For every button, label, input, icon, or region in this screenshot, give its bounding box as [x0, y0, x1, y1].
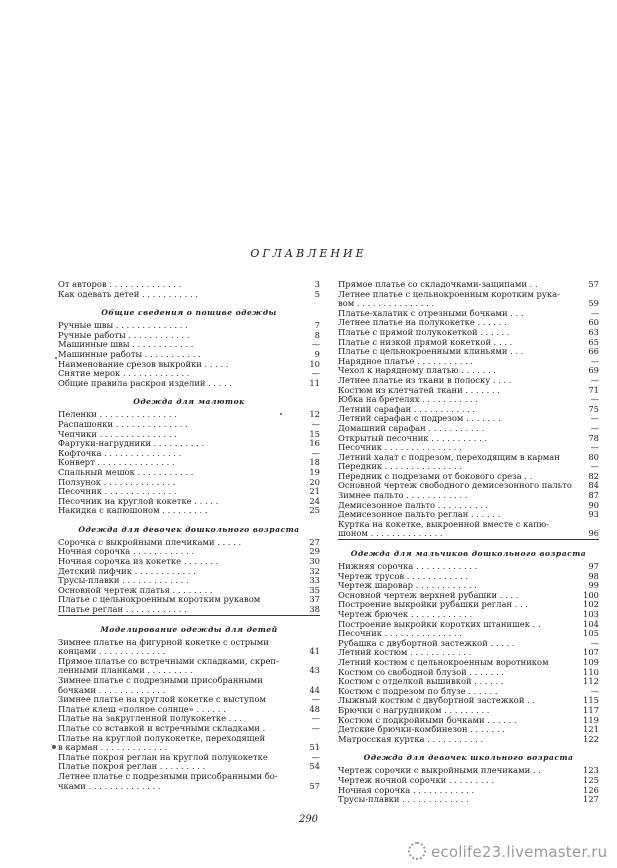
toc-entry-title: Платье с цельнокроенными клиньями . . . — [338, 346, 524, 357]
print-speck — [55, 357, 57, 359]
print-speck — [280, 413, 282, 415]
toc-entry-page: — — [590, 374, 599, 385]
toc-entry-title: Общие правила раскроя изделий . . . . . — [58, 377, 233, 388]
toc-entry-title: Зимнее пальто . . . . . . . . . . . . — [338, 490, 468, 501]
toc-entry-page: 35 — [309, 584, 320, 595]
toc-entry[interactable] — [338, 529, 599, 540]
toc-entry-title: От авторов . . . . . . . . . . . . . . — [58, 279, 182, 289]
toc-entry-page: 27 — [309, 536, 320, 547]
toc-entry-page: 123 — [583, 765, 599, 776]
toc-entry[interactable] — [58, 605, 320, 616]
toc-entry-page: 32 — [309, 565, 320, 576]
toc-entry-page: 7 — [314, 320, 320, 331]
toc-entry-page: 99 — [588, 580, 599, 591]
toc-entry-page: 84 — [588, 480, 599, 491]
toc-entry-page: 25 — [309, 505, 320, 516]
toc-entry-page: 30 — [309, 556, 320, 567]
watermark — [408, 842, 607, 861]
toc-entry-title: чками . . . . . . . . . . . . . . — [58, 780, 161, 791]
toc-entry-title: Машинные швы . . . . . . . . . . . . — [58, 339, 194, 350]
toc-entry-title: Конверт . . . . . . . . . . . . . . . — [58, 457, 175, 468]
toc-entry-page: 8 — [314, 329, 320, 340]
toc-entry-title: Платье с низкой прямой кокеткой . . . . — [338, 336, 513, 347]
toc-entry-page: 9 — [314, 348, 320, 359]
toc-entry-page: — — [311, 751, 320, 762]
toc-entry[interactable] — [58, 506, 320, 516]
toc-entry-title: Чертеж шаровар . . . . . . . . . . . . — [338, 580, 477, 591]
toc-entry-title: Нижняя сорочка . . . . . . . . . . . . — [338, 561, 478, 572]
toc-entry-page: — — [590, 413, 599, 424]
toc-entry-title: Рубашка с двубортной застежкой . . . . . — [338, 637, 515, 648]
toc-entry[interactable] — [58, 379, 320, 389]
toc-entry-page: 66 — [588, 346, 599, 357]
toc-left-column — [58, 280, 320, 791]
toc-entry-title: Песочник на круглой кокетке . . . . . — [58, 495, 219, 506]
toc-entry-page: — — [590, 442, 599, 453]
toc-entry-title: Сорочка с выкройными плечиками . . . . . — [58, 536, 242, 547]
toc-entry-title: Как одевать детей . . . . . . . . . . . — [58, 288, 198, 299]
toc-entry-title: Ползунок . . . . . . . . . . . . . . — [58, 476, 176, 487]
toc-entry-title: Платье-халатик с отрезными бочками . . . — [338, 307, 524, 318]
section-heading: Одежда для девочек дошкольного возраста — [78, 524, 300, 534]
toc-entry-page: 24 — [309, 495, 320, 506]
toc-entry-title: Трусы-плавки . . . . . . . . . . . . . — [58, 575, 189, 586]
toc-entry-page: 103 — [583, 609, 599, 619]
toc-entry-page: 75 — [588, 403, 599, 414]
toc-entry-page: 87 — [588, 490, 599, 501]
toc-entry-page: 117 — [583, 704, 599, 715]
toc-entry-title: Платье клеш «полное солнце» . . . . . . — [58, 703, 226, 714]
toc-entry-page: 11 — [309, 377, 320, 388]
toc-entry-page: 78 — [588, 432, 599, 443]
toc-entry-title: Передник . . . . . . . . . . . . . . . — [338, 461, 462, 472]
toc-entry-title: Костюм из клетчатей ткани . . . . . . . — [338, 384, 500, 395]
print-speck — [52, 745, 56, 749]
page-title: ОГЛАВЛЕНИЕ — [250, 247, 367, 260]
toc-entry-page: 57 — [309, 780, 320, 791]
toc-entry-title: Основной чертеж платья . . . . . . . . — [58, 584, 213, 595]
toc-entry-page: 90 — [588, 499, 599, 510]
toc-entry-page: 105 — [583, 628, 599, 639]
toc-entry-page: 104 — [583, 618, 599, 629]
toc-entry-title: Чертеж ночной сорочки . . . . . . . . . — [338, 774, 495, 785]
toc-entry-page: 98 — [588, 570, 599, 581]
toc-entry-title: Ночная сорочка из кокетке . . . . . . . — [58, 556, 219, 567]
toc-entry-page: 125 — [583, 774, 599, 785]
toc-entry-page: 93 — [588, 509, 599, 520]
toc-entry-title: бочками . . . . . . . . . . . . . — [58, 684, 166, 695]
toc-entry-title: Прямое платье со складочками-защипами . . — [338, 279, 538, 289]
toc-entry-page: 63 — [588, 326, 599, 337]
toc-entry-title: Детские брючки-комбинезон . . . . . . . — [338, 724, 505, 735]
toc-entry-title: Куртка на кокетке, выкроенной вместе с капю- — [338, 518, 549, 529]
toc-entry-page: — — [590, 685, 599, 696]
toc-entry-page: 60 — [588, 317, 599, 328]
toc-entry-title: Платье покроя реглан на круглой полукокетке — [58, 751, 268, 762]
toc-entry-title: Построение выкройки коротких штанишек . . — [338, 618, 541, 629]
toc-entry-page: 65 — [588, 336, 599, 347]
toc-entry[interactable] — [58, 782, 320, 792]
toc-entry-page: 5 — [314, 288, 320, 299]
toc-entry-page: 33 — [309, 575, 320, 586]
toc-entry-title: Летнее платье с цельнокроенным коротким рука- — [338, 288, 560, 299]
toc-entry-page: 15 — [309, 428, 320, 439]
toc-entry-title: Ночная сорочка . . . . . . . . . . . . — [338, 784, 475, 795]
toc-entry-page: 122 — [583, 733, 599, 744]
toc-entry[interactable] — [338, 795, 599, 805]
toc-entry-page: 57 — [588, 279, 599, 289]
toc-entry-title: Домашний сарафан . . . . . . . . . . . — [338, 422, 485, 433]
toc-entry-title: Передник с подрезами от бокового среза . . — [338, 470, 533, 481]
toc-entry-title: Летнее платье из ткани в полоску . . . . — [338, 374, 512, 385]
toc-entry-title: концами . . . . . . . . . . . . . — [58, 646, 166, 657]
toc-entry-page: 127 — [583, 794, 599, 805]
toc-entry-page: 20 — [309, 476, 320, 487]
toc-entry-title: Фартуки-нагрудники . . . . . . . . . . — [58, 438, 205, 449]
toc-entry-page: — — [590, 394, 599, 405]
toc-entry-title: Летний сарафан . . . . . . . . . . . . — [338, 403, 476, 414]
toc-entry-title: Трусы-плавки . . . . . . . . . . . . . — [338, 794, 469, 805]
toc-entry-page: 19 — [309, 466, 320, 477]
toc-entry-title: Чертеж трусов . . . . . . . . . . . . — [338, 570, 469, 581]
toc-entry-title: Нарядное платье . . . . . . . . . . . — [338, 355, 473, 366]
toc-entry-title: Ручные работы . . . . . . . . . . . . — [58, 329, 190, 340]
toc-entry-page: — — [311, 339, 320, 350]
toc-entry-page: — — [311, 447, 320, 458]
toc-entry-page: 112 — [583, 676, 599, 687]
toc-entry-page: 126 — [583, 784, 599, 795]
toc-entry-title: Ручные швы . . . . . . . . . . . . . . — [58, 320, 188, 331]
toc-entry-page: — — [311, 713, 320, 724]
toc-entry-title: Распашонки . . . . . . . . . . . . . . — [58, 418, 188, 429]
toc-entry-title: Зимнее платье на круглой кокетке с выступом — [58, 694, 267, 705]
toc-entry-title: Летний костюм . . . . . . . . . . . . — [338, 647, 472, 658]
toc-entry-title: Брючки с нагрудником . . . . . . . . . — [338, 704, 490, 715]
toc-entry-title: шоном . . . . . . . . . . . . . . — [338, 528, 443, 539]
toc-entry-page: — — [590, 355, 599, 366]
toc-entry-title: Детский лифчик . . . . . . . . . . . . — [58, 565, 196, 576]
toc-entry-title: Чертеж брючек . . . . . . . . . . . . — [338, 609, 473, 619]
toc-entry-title: Чехол к нарядному платью . . . . . . . — [338, 365, 496, 376]
toc-entry-title: Летний халат с подрезом, переходящим в карман — [338, 451, 560, 462]
toc-entry-page: — — [590, 637, 599, 648]
toc-entry-title: Прямое платье со встречными складками, скреп- — [58, 655, 279, 666]
toc-entry-page: 71 — [588, 384, 599, 395]
section-heading: Одежда для малюток — [133, 397, 245, 407]
toc-entry-title: Песочник . . . . . . . . . . . . . . . — [338, 628, 462, 639]
toc-entry-page: 82 — [588, 470, 599, 481]
toc-entry-page: 43 — [309, 665, 320, 676]
toc-entry-title: Костюм с отделкой вышивкой . . . . . . — [338, 676, 504, 687]
toc-entry-page: 41 — [309, 646, 320, 657]
toc-right-column — [338, 280, 599, 805]
toc-entry-title: Наименование срезов выкройки . . . . . — [58, 358, 229, 369]
toc-entry-page: 12 — [309, 409, 320, 420]
toc-entry-page: 119 — [583, 714, 599, 725]
toc-entry-page: — — [590, 307, 599, 318]
toc-entry-page: 10 — [309, 358, 320, 369]
toc-entry-page: 121 — [583, 724, 599, 735]
section-heading: Общие сведения о пошиве одежды — [101, 308, 277, 318]
watermark-text: ecolife23.livemaster.ru — [431, 843, 608, 861]
toc-entry-page: — — [311, 418, 320, 429]
toc-entry-title: Лыжный костюм с двубортной застежкой . . — [338, 695, 536, 706]
toc-entry-title: Платье с прямой полукокеткой . . . . . . — [338, 326, 510, 337]
toc-entry-title: Накидка с капюшоном . . . . . . . . . — [58, 505, 208, 516]
toc-entry-page: 54 — [309, 761, 320, 772]
toc-entry-page: 96 — [588, 528, 599, 539]
toc-entry-page: 97 — [588, 561, 599, 572]
toc-entry-title: Платье реглан . . . . . . . . . . . . — [58, 604, 187, 615]
toc-entry-title: вом . . . . . . . . . . . . . . . — [338, 298, 435, 309]
toc-entry[interactable] — [58, 290, 320, 300]
toc-entry-title: Пеленки . . . . . . . . . . . . . . . — [58, 409, 177, 420]
toc-entry-title: в карман . . . . . . . . . . . . . — [58, 742, 168, 753]
toc-entry-page: 38 — [309, 604, 320, 615]
toc-entry-title: Зимнее платье с подрезными присобранными — [58, 675, 263, 685]
toc-entry-page: — — [311, 694, 320, 705]
toc-entry-title: Демисезонное пальто реглан . . . . . . — [338, 509, 501, 520]
toc-entry-page: 3 — [314, 279, 320, 289]
toc-entry-title: Летний костюм с цельнокроенным воротником — [338, 656, 549, 667]
toc-entry-page: 59 — [588, 298, 599, 309]
toc-entry-title: Ночная сорочка . . . . . . . . . . . . — [58, 546, 195, 557]
toc-entry-page: — — [590, 422, 599, 433]
toc-entry-page: 69 — [588, 365, 599, 376]
toc-entry-title: Зимнее платье на фигурной кокетке с острыми — [58, 636, 269, 647]
toc-entry-title: Чертеж сорочки с выкройными плечиками . . — [338, 765, 541, 776]
toc-entry-title: Песочник . . . . . . . . . . . . . . . — [338, 442, 462, 453]
toc-entry-page: 29 — [309, 546, 320, 557]
toc-entry-page: 115 — [583, 695, 599, 706]
toc-entry-page: 110 — [583, 666, 599, 677]
toc-entry-title: Платье с цельнокроенным коротким рукавом — [58, 594, 261, 605]
toc-entry-page: — — [311, 368, 320, 379]
toc-entry-page: 100 — [583, 589, 599, 600]
toc-entry-title: Летнее платье с подрезными присобранными бо- — [58, 770, 278, 781]
section-heading: Одежда для мальчиков дошкольного возраста — [350, 549, 587, 559]
toc-entry-title: Костюм с подрезом по блузе . . . . . . — [338, 685, 498, 696]
toc-entry-title: Юбка на бретелях . . . . . . . . . . . — [338, 394, 479, 405]
toc-entry[interactable] — [338, 735, 599, 745]
toc-entry-page: 18 — [309, 457, 320, 468]
toc-entry-title: Кофточка . . . . . . . . . . . . . . . — [58, 447, 182, 458]
toc-entry-title: Платье на круглой полукокетке, переходящей — [58, 732, 266, 743]
toc-entry-title: ленными планками . . . . . . . . . — [58, 665, 193, 676]
toc-entry-page: 102 — [583, 599, 599, 610]
toc-entry-title: Снятие мерок . . . . . . . . . . . . . — [58, 368, 190, 379]
toc-entry-title: Матросская куртка . . . . . . . . . . . — [338, 733, 484, 744]
toc-entry-title: Платье покроя реглан . . . . . . . . . — [58, 761, 206, 772]
toc-entry-title: Машинные работы . . . . . . . . . . . — [58, 348, 201, 359]
toc-entry-title: Костюм со свободной блузой . . . . . . . — [338, 666, 505, 677]
toc-entry-title: Чепчики . . . . . . . . . . . . . . . — [58, 428, 177, 439]
section-heading: Моделирование одежды для детей — [100, 624, 278, 634]
toc-entry-page: 109 — [583, 656, 599, 667]
toc-entry-title: Спальный мешок . . . . . . . . . . . — [58, 466, 194, 477]
toc-entry-title: Песочник . . . . . . . . . . . . . . — [58, 486, 177, 497]
toc-entry-page: — — [590, 461, 599, 472]
toc-entry-title: Летнее платье на полукокетке . . . . . . — [338, 317, 507, 328]
toc-entry-page: 51 — [309, 742, 320, 753]
toc-entry-title: Платье со вставкой и встречными складками . — [58, 722, 266, 733]
watermark-logo-icon — [408, 842, 426, 860]
toc-entry-page: — — [311, 722, 320, 733]
toc-entry-title: Летний сарафан с подрезом . . . . . . . — [338, 413, 501, 424]
toc-entry-title: Костюм с подкройными бочками . . . . . . — [338, 714, 517, 725]
toc-entry-title: Демисезонное пальто . . . . . . . . . . — [338, 499, 489, 510]
section-heading: Одежда для девочек школьного возраста — [363, 753, 574, 763]
toc-entry-page: 21 — [309, 486, 320, 497]
toc-entry-title: Основной чертеж свободного демисезонного пальто — [338, 480, 572, 491]
toc-entry-page: 37 — [309, 594, 320, 605]
toc-entry-page: 107 — [583, 647, 599, 658]
toc-entry-page: 44 — [309, 684, 320, 695]
toc-entry-title: Основной чертеж верхней рубашки . . . . — [338, 589, 519, 600]
page-number: 290 — [298, 814, 319, 825]
toc-entry-page: 80 — [588, 451, 599, 462]
toc-entry-title: Построение выкройки рубашки реглан . . . — [338, 599, 529, 610]
toc-entry-title: Платье на закругленной полукокетке . . . — [58, 713, 243, 724]
toc-entry-page: 16 — [309, 438, 320, 449]
toc-entry-title: Открытый песочник . . . . . . . . . . . — [338, 432, 488, 443]
toc-entry-page: 48 — [309, 703, 320, 714]
